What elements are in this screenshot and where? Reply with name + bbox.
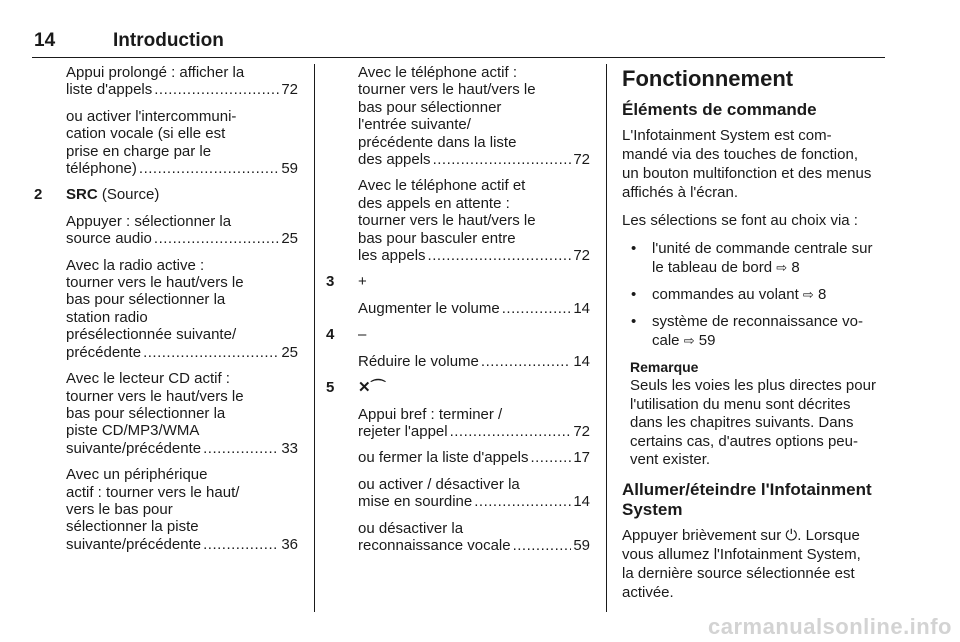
entry bbox=[358, 406, 590, 441]
toc-page: 59 bbox=[281, 160, 298, 178]
item-symbol-line bbox=[326, 326, 590, 344]
header-rule bbox=[32, 57, 885, 58]
page-number: 14 bbox=[34, 30, 56, 51]
toc-leader bbox=[203, 536, 279, 553]
entry-text: Avec un périphérique actif : tourner vers le haut/ vers le bas pour sélectionner la piste bbox=[66, 466, 240, 536]
toc-line bbox=[358, 423, 590, 440]
item-2-title bbox=[34, 186, 298, 204]
toc-text: Réduire le volume bbox=[358, 352, 479, 370]
minus-icon: – bbox=[358, 326, 367, 344]
toc-text: les appels bbox=[358, 247, 426, 265]
column-divider-2 bbox=[606, 64, 607, 612]
toc-text: rejeter l'appel bbox=[358, 422, 448, 440]
toc-leader bbox=[450, 423, 572, 440]
entry bbox=[66, 466, 298, 553]
entry bbox=[66, 213, 298, 248]
entry bbox=[358, 353, 590, 370]
power-paragraph bbox=[622, 526, 888, 602]
note-title: Remarque bbox=[630, 359, 699, 375]
power-text-b: . Lorsque vous allumez l'Infotainment System, la dernière source sélectionnée est activée. bbox=[622, 526, 861, 601]
toc-text: téléphone) bbox=[66, 160, 137, 178]
entry bbox=[66, 108, 298, 178]
entry-text: Avec le téléphone actif : tourner vers le haut/vers le bas pour sélectionner l'entrée suivante/ précédente dans la liste bbox=[358, 64, 536, 151]
toc-text: source audio bbox=[66, 230, 152, 248]
power-icon: ⏻ bbox=[785, 526, 798, 544]
toc-leader bbox=[481, 353, 571, 370]
toc-line bbox=[358, 493, 590, 510]
toc-text: ou fermer la liste d'appels bbox=[358, 449, 529, 467]
entry bbox=[66, 370, 298, 457]
entry-text: ou désactiver la bbox=[358, 519, 464, 537]
item-number: 5 bbox=[326, 379, 335, 397]
item-number: 3 bbox=[326, 273, 335, 291]
toc-line bbox=[66, 160, 298, 177]
item-3 bbox=[326, 273, 590, 317]
toc-line bbox=[66, 344, 298, 361]
toc-page: 33 bbox=[281, 439, 298, 457]
toc-line bbox=[66, 81, 298, 98]
entry bbox=[66, 64, 298, 99]
entry bbox=[358, 64, 590, 168]
column-3 bbox=[622, 66, 888, 611]
toc-leader bbox=[139, 160, 279, 177]
toc-leader bbox=[154, 230, 279, 247]
item-number: 2 bbox=[34, 186, 43, 204]
heading-allumer: Allumer/éteindre l'Infotainment System bbox=[622, 479, 872, 519]
entry-text: Appui bref : terminer / bbox=[358, 405, 503, 423]
list-item bbox=[622, 312, 888, 350]
toc-page: 36 bbox=[281, 535, 298, 553]
toc-page: 72 bbox=[573, 247, 590, 265]
entry-text: Appui prolongé : afficher la bbox=[66, 64, 245, 81]
toc-line bbox=[358, 300, 590, 317]
toc-page: 14 bbox=[573, 299, 590, 317]
list-item bbox=[622, 239, 888, 277]
list-item-text: système de reconnaissance vo- cale bbox=[652, 313, 863, 349]
entry bbox=[358, 476, 590, 511]
watermark: carmanualsonline.info bbox=[708, 614, 952, 639]
toc-line bbox=[358, 449, 590, 466]
entry bbox=[66, 257, 298, 361]
arrow-right-icon: ⇨ bbox=[802, 287, 814, 302]
toc-page: 72 bbox=[573, 151, 590, 169]
toc-text: liste d'appels bbox=[66, 81, 153, 99]
toc-page: 25 bbox=[281, 343, 298, 361]
entry bbox=[358, 520, 590, 555]
toc-line bbox=[66, 440, 298, 457]
entry-text: Avec le lecteur CD actif : tourner vers le haut/vers le bas pour sélectionner la piste CD/MP3/WMA bbox=[66, 370, 244, 440]
toc-page: 59 bbox=[573, 536, 590, 554]
entry-text: ou activer l'intercommuni- cation vocale (si elle est prise en charge par le bbox=[66, 107, 237, 160]
section-title: Introduction bbox=[113, 30, 224, 51]
heading-elements-commande: Éléments de commande bbox=[622, 100, 817, 119]
list-item-text: l'unité de commande centrale sur le tableau de bord bbox=[652, 240, 873, 276]
item-symbol-line bbox=[326, 379, 590, 397]
toc-leader bbox=[143, 344, 279, 361]
toc-line bbox=[358, 247, 590, 264]
toc-leader bbox=[433, 151, 572, 168]
toc-text: des appels bbox=[358, 151, 431, 169]
toc-leader bbox=[474, 493, 571, 510]
toc-leader bbox=[154, 81, 279, 98]
intro-paragraph: L'Infotainment System est com- mandé via des touches de fonction, un bouton multifonction et des menus affichés à l'écran. bbox=[622, 127, 872, 201]
item-2 bbox=[34, 186, 298, 553]
toc-line bbox=[66, 230, 298, 247]
item-symbol-line bbox=[326, 273, 590, 291]
page-header bbox=[32, 30, 885, 56]
toc-page: 14 bbox=[573, 493, 590, 511]
entry bbox=[358, 449, 590, 466]
column-divider-1 bbox=[314, 64, 315, 612]
plus-icon: + bbox=[358, 273, 367, 291]
power-text-a: Appuyer brièvement sur bbox=[622, 526, 786, 544]
arrow-right-icon: ⇨ bbox=[683, 333, 695, 348]
mute-hangup-icon: ✕⌒ bbox=[358, 379, 386, 397]
toc-leader bbox=[428, 247, 572, 264]
toc-line bbox=[358, 353, 590, 370]
page-ref: 8 bbox=[791, 259, 800, 276]
entry-text: Avec le téléphone actif et des appels en attente : tourner vers le haut/vers le bas pour basculer entre bbox=[358, 177, 536, 247]
column-2 bbox=[326, 64, 590, 563]
heading-fonctionnement: Fonctionnement bbox=[622, 66, 794, 91]
toc-page: 72 bbox=[573, 422, 590, 440]
note-text: Seuls les voies les plus directes pour l'utilisation du menu sont décrites dans les chapitres suivants. Dans certains cas, d'autres options peu- vent exister. bbox=[630, 377, 876, 469]
toc-text: précédente bbox=[66, 343, 142, 361]
entry-text: Avec la radio active : tourner vers le haut/vers le bas pour sélectionner la station radio présélectionnée suivante/ bbox=[66, 256, 244, 344]
toc-line bbox=[358, 151, 590, 168]
entry-text: ou activer / désactiver la bbox=[358, 475, 520, 493]
toc-line bbox=[358, 537, 590, 554]
toc-text: reconnaissance vocale bbox=[358, 536, 511, 554]
src-label: SRC bbox=[66, 186, 98, 204]
toc-text: mise en sourdine bbox=[358, 493, 473, 511]
entry bbox=[358, 300, 590, 317]
selection-list bbox=[622, 239, 888, 350]
item-number: 4 bbox=[326, 326, 335, 344]
toc-page: 14 bbox=[573, 352, 590, 370]
toc-page: 25 bbox=[281, 230, 298, 248]
toc-leader bbox=[502, 300, 572, 317]
column-1 bbox=[34, 64, 298, 562]
arrow-right-icon: ⇨ bbox=[776, 260, 788, 275]
toc-page: 72 bbox=[281, 81, 298, 99]
page-ref: 8 bbox=[818, 286, 827, 303]
toc-leader bbox=[203, 440, 279, 457]
note-box bbox=[630, 358, 888, 470]
entry-text: Appuyer : sélectionner la bbox=[66, 212, 232, 230]
toc-text: suivante/précédente bbox=[66, 439, 202, 457]
item-5 bbox=[326, 379, 590, 554]
list-item-text: commandes au volant bbox=[652, 286, 799, 303]
src-desc: (Source) bbox=[97, 186, 160, 204]
entry bbox=[358, 177, 590, 264]
toc-page: 17 bbox=[573, 449, 590, 467]
toc-leader bbox=[513, 537, 572, 554]
item-4 bbox=[326, 326, 590, 370]
toc-line bbox=[66, 536, 298, 553]
page-ref: 59 bbox=[698, 332, 716, 349]
list-item bbox=[622, 285, 888, 304]
toc-leader bbox=[530, 449, 571, 466]
toc-text: suivante/précédente bbox=[66, 535, 202, 553]
selection-paragraph: Les sélections se font au choix via : bbox=[622, 212, 858, 229]
toc-text: Augmenter le volume bbox=[358, 299, 500, 317]
